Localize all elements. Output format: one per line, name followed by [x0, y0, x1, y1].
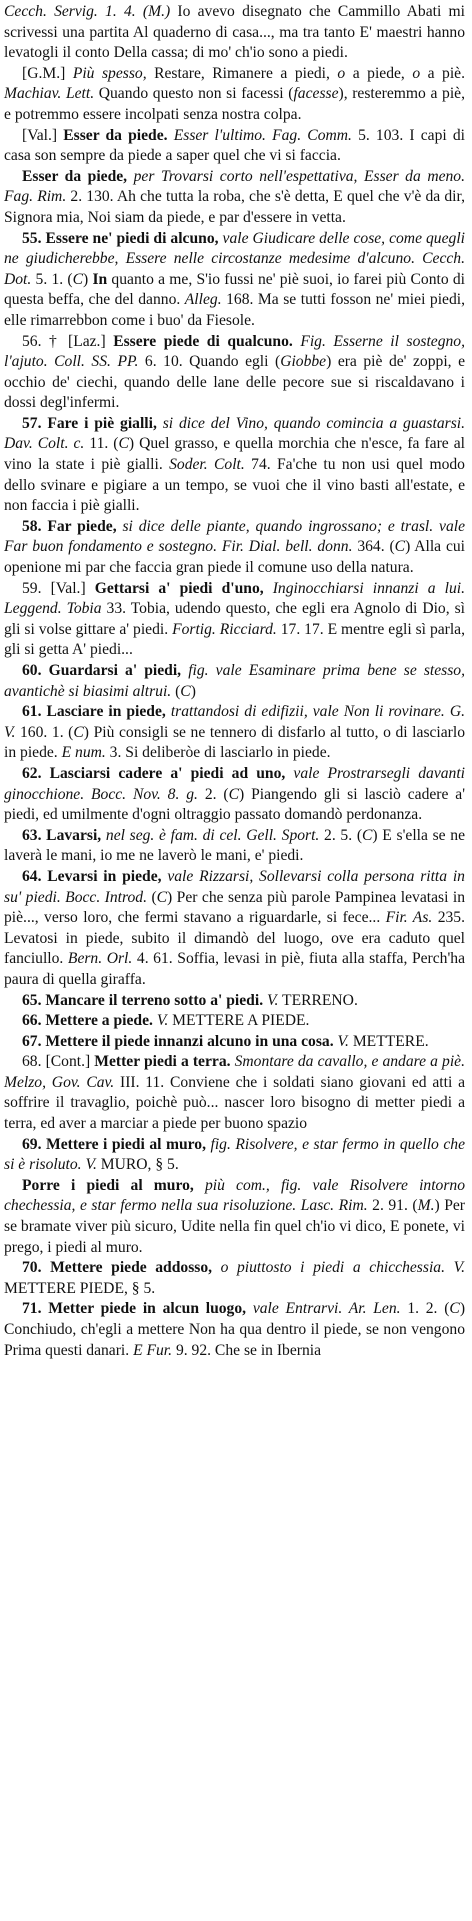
dictionary-paragraph: [4, 517, 465, 579]
entry-headword: 58. Far piede,: [22, 517, 117, 535]
italic-text: vale Prostrarsegli davanti ginocchione. Bocc. Nov. 8. g.: [4, 764, 465, 803]
body-text: [Val.]: [22, 126, 64, 144]
italic-text: M.: [417, 1197, 435, 1215]
italic-text: si dice delle piante, quando ingrossano; e trasl. vale Far buon fondamento e sostegno. Fir. Dial. bell. donn.: [4, 517, 465, 556]
body-text: ) Alla cui openione mi par che faccia gran piede il comune uso della natura.: [4, 538, 466, 577]
italic-text: Giobbe: [280, 353, 327, 371]
body-text: 3. Si deliberòe di lasciarlo in piede.: [105, 744, 331, 762]
dictionary-paragraph: [4, 702, 465, 764]
italic-text: Inginocchiarsi innanzi a lui. Leggend. Tobia: [4, 579, 466, 618]
body-text: 235. Levatosi in piede, subito il dimandò del luogo, ove era caduto quel fanciullo.: [4, 909, 465, 968]
entry-headword: 60. Guardarsi a' piedi,: [22, 662, 182, 679]
italic-text: o: [337, 64, 346, 82]
body-text: ): [83, 270, 93, 288]
body-text: ), resteremmo a piè, e potremmo essere incolpati senza nostra colpa.: [4, 85, 465, 123]
italic-text: Fig. Esserne il sostegno, l'ajuto. Coll. SS. PP.: [4, 332, 465, 371]
entry-headword: Porre i piedi al muro,: [22, 1176, 194, 1194]
entry-headword: 70. Mettere piede addosso,: [22, 1259, 213, 1277]
entry-headword: 63. Lavarsi,: [22, 826, 102, 844]
dictionary-paragraph: [4, 1052, 465, 1134]
italic-text: C: [362, 826, 373, 844]
dictionary-paragraph: [4, 1032, 465, 1053]
body-text: (: [171, 682, 181, 700]
body-text: 168. Ma se tutti fosson ne' miei piedi, elle rimarrebbon come i buo' da Fiesole.: [4, 291, 465, 329]
italic-text: Smontare da cavallo, e andare a piè. Melzo, Gov. Cav.: [4, 1053, 465, 1091]
italic-text: fig. vale Esaminare prima bene se stesso, avantichè si biasimi altrui.: [4, 662, 465, 700]
italic-text: C: [156, 888, 168, 906]
body-text: ) E s'ella se ne laverà le mani, io me ne laverò le mani, e' piedi.: [4, 826, 466, 865]
body-text: ) Più consigli se ne tennero di disfarlo al tutto, o di lasciarlo in piede.: [4, 723, 466, 762]
italic-text: C: [449, 1300, 460, 1318]
entry-headword: 66. Mettere a piede.: [22, 1012, 153, 1030]
italic-text: C: [228, 785, 240, 803]
italic-text: E Fur.: [133, 1341, 173, 1359]
dictionary-paragraph: [4, 579, 465, 661]
body-text: ) Per se bramate viver più sicuro, Udite nella fin quel ch'io vi dico, E ponete, vi prego, i piedi al muro.: [4, 1197, 465, 1256]
entry-headword: 71. Metter piede in alcun luogo,: [22, 1300, 247, 1318]
italic-text: più com., fig. vale Risolvere intorno chechessia, e star fermo nella sua risoluzione. Lasc. Rim.: [4, 1176, 465, 1215]
italic-text: Fortig. Ricciard.: [172, 620, 277, 638]
dictionary-paragraph: [4, 991, 465, 1012]
dictionary-paragraph: [4, 826, 465, 867]
entry-headword: Essere piede di qualcuno.: [113, 332, 293, 350]
body-text: 68. [Cont.]: [22, 1053, 95, 1071]
dictionary-paragraph: [4, 1299, 465, 1361]
dictionary-paragraph: [4, 414, 465, 517]
body-text: ) Quel grasso, e quella morchia che n'esce, fa fare al vino la state i piè gialli.: [4, 435, 465, 474]
italic-text: C: [180, 682, 191, 700]
entry-headword: Esser da piede,: [22, 167, 128, 185]
body-text: 364. (: [352, 538, 395, 556]
body-text: 1. 2. (: [400, 1300, 450, 1318]
body-text: 33. Tobia, udendo questo, che egli era Agnolo di Dio, sì gli si volse gittare a' piedi.: [4, 600, 465, 638]
dictionary-paragraph: [4, 332, 465, 414]
dictionary-paragraph: [4, 1011, 465, 1032]
entry-headword: Gettarsi a' piedi d'uno,: [94, 579, 264, 597]
italic-text: per Trovarsi corto nell'espettativa, Esser da meno. Fag. Rim.: [4, 167, 465, 206]
dictionary-paragraph: [4, 764, 465, 826]
italic-text: C: [394, 538, 406, 556]
body-text: 6. 10. Quando egli (: [138, 353, 281, 371]
italic-text: vale Giudicare delle cose, come quegli ne giudicherebbe, Essere nelle circostanze medesime d'alcuno. Cecch. Dot.: [4, 229, 465, 288]
body-text: 5. 103. I capi di casa son sempre da piede a saper quel che vi si faccia.: [4, 126, 465, 165]
dictionary-paragraph: [4, 1176, 465, 1258]
italic-text: Più spesso,: [72, 64, 147, 82]
body-text: Io avevo disegnato che Cammillo Abati mi scrivessi una partita Al quaderno di casa..., ma tra tanto E' maestri hanno levatogli il conto Della cassa; di mo' ch'io sono a piedi.: [4, 3, 465, 62]
dictionary-paragraph: [4, 2, 465, 64]
body-text: 74. Fa'che tu non usi quel modo dello svinare e pigiare a un tempo, se vuoi che il vino basti all'estate, e non faccia i piè gialli.: [4, 456, 465, 515]
body-text: ) Piangendo gli si lasciò cadere a' piedi, ed umilmente d'ogni oltraggio passato domandò perdonanza.: [4, 785, 466, 824]
dictionary-paragraph: [4, 867, 465, 991]
body-text: (: [147, 888, 157, 906]
body-text: 9. 92. Che se in Ibernia: [172, 1341, 322, 1359]
entry-headword: 62. Lasciarsi cadere a' piedi ad uno,: [22, 764, 286, 782]
entry-headword: 57. Fare i piè gialli,: [22, 414, 157, 432]
entry-headword: 69. Mettere i piedi al muro,: [22, 1135, 206, 1153]
dictionary-paragraph: [4, 661, 465, 702]
italic-text: si dice del Vino, quando comincia a guastarsi. Dav. Colt. c.: [4, 414, 465, 453]
italic-text: C: [72, 270, 83, 288]
italic-text: V.: [85, 1156, 97, 1174]
body-text: ) Per che senza più parole Pampinea levatasi in piè..., verso loro, che fermi stavano a riguardarle, si fece...: [4, 888, 466, 927]
italic-text: Soder. Colt.: [169, 456, 245, 474]
italic-text: C: [118, 435, 129, 453]
body-text: III. 11. Conviene che i soldati siano giovani ed atti a soffrire il travaglio, poichè può... nascer loro bisogno di metter piedi a terra, ed aver a marciar a piede per buono spazio: [4, 1073, 465, 1133]
body-text: [445, 1259, 454, 1276]
body-text: 2. 91. (: [367, 1197, 418, 1215]
italic-text: E num.: [61, 744, 106, 762]
body-text: ) era piè de' zoppi, e occhio de' ciechi, quando delle lane delle pecore sue si riscaldavano i dossi degl'infermi.: [4, 353, 465, 412]
dictionary-paragraph: [4, 126, 465, 167]
entry-headword: 61. Lasciare in piede,: [22, 703, 166, 721]
body-text: 56. † [Laz.]: [22, 332, 114, 350]
italic-text: o: [412, 64, 421, 82]
body-text: 2. 130. Ah che tutta la roba, che s'è detta, E quel che v'è da dir, Signora mia, Noi siam da piede, e par d'essere in vetta.: [4, 188, 465, 226]
entry-headword: 65. Mancare il terreno sotto a' piedi.: [22, 991, 264, 1009]
italic-text: V.: [453, 1259, 465, 1277]
body-text: Quando questo non si facessi (: [94, 85, 294, 103]
entry-headword: 64. Levarsi in piede,: [22, 867, 162, 885]
italic-text: trattandosi di edifizii, vale Non li rovinare. G. V.: [4, 703, 465, 741]
body-text: Restare, Rimanere a piedi,: [146, 64, 338, 82]
body-text: ): [190, 682, 196, 700]
italic-text: C: [73, 723, 84, 741]
italic-text: fig. Risolvere, e star fermo in quello che si è risoluto.: [4, 1135, 465, 1174]
body-text: 2. 5. (: [319, 826, 363, 844]
dictionary-paragraph: [4, 167, 465, 229]
dictionary-paragraph: [4, 1258, 465, 1299]
italic-text: Cecch. Servig. 1. 4. (M.): [4, 3, 171, 20]
entry-headword: 67. Mettere il piede innanzi alcuno in una cosa.: [22, 1032, 334, 1050]
entry-headword: Esser da piede.: [63, 126, 168, 144]
dictionary-paragraph: [4, 1135, 465, 1176]
italic-text: V.: [156, 1012, 169, 1030]
body-text: METTERE PIEDE, § 5.: [4, 1279, 156, 1297]
italic-text: Esser l'ultimo. Fag. Comm.: [173, 126, 352, 144]
italic-text: Machiav. Lett.: [4, 85, 95, 103]
body-text: MURO, § 5.: [96, 1156, 179, 1174]
body-text: METTERE.: [348, 1032, 429, 1050]
body-text: 160. 1. (: [15, 723, 74, 741]
body-text: TERRENO.: [278, 991, 358, 1009]
italic-text: V.: [267, 991, 279, 1009]
body-text: quanto a me, S'io fussi ne' piè suoi, io farei più Conto di questa beffa, che del danno.: [4, 270, 465, 309]
body-text: [G.M.]: [22, 64, 73, 82]
italic-text: Fir. As.: [385, 909, 433, 927]
italic-text: facesse: [293, 85, 339, 103]
body-text: a piè.: [420, 64, 466, 82]
italic-text: vale Rizzarsi, Sollevarsi colla persona ritta in su' piedi. Bocc. Introd.: [4, 867, 465, 906]
body-text: 59. [Val.]: [22, 579, 95, 597]
italic-text: o piuttosto i piedi a chicchessia.: [212, 1259, 445, 1277]
italic-text: Bern. Orl.: [67, 950, 133, 968]
italic-text: V.: [337, 1032, 349, 1050]
dictionary-paragraph: [4, 64, 465, 126]
dictionary-paragraph: [4, 229, 465, 332]
italic-text: Alleg.: [184, 291, 222, 309]
body-text: METTERE A PIEDE.: [168, 1012, 310, 1030]
italic-text: nel seg. è fam. di cel. Gell. Sport.: [101, 826, 320, 844]
entry-headword: In: [92, 270, 108, 288]
body-text: a piede,: [345, 64, 413, 82]
entry-headword: Metter piedi a terra.: [94, 1053, 231, 1071]
body-text: 5. 1. (: [31, 270, 73, 288]
italic-text: vale Entrarvi. Ar. Len.: [246, 1300, 401, 1318]
body-text: 4. 61. Soffia, levasi in piè, fiuta alla staffa, Perch'ha paura di quella giraffa.: [4, 950, 465, 988]
body-text: 17. 17. E mentre egli sì parla, gli si getta A' piedi...: [4, 620, 466, 659]
body-text: 11. (: [84, 435, 119, 453]
body-text: 2. (: [197, 785, 229, 803]
body-text: ) Conchiudo, ch'egli a mettere Non ha qua dentro il piede, se non vengono Prima questi danari.: [4, 1300, 466, 1359]
entry-headword: 55. Essere ne' piedi di alcuno,: [22, 229, 219, 247]
